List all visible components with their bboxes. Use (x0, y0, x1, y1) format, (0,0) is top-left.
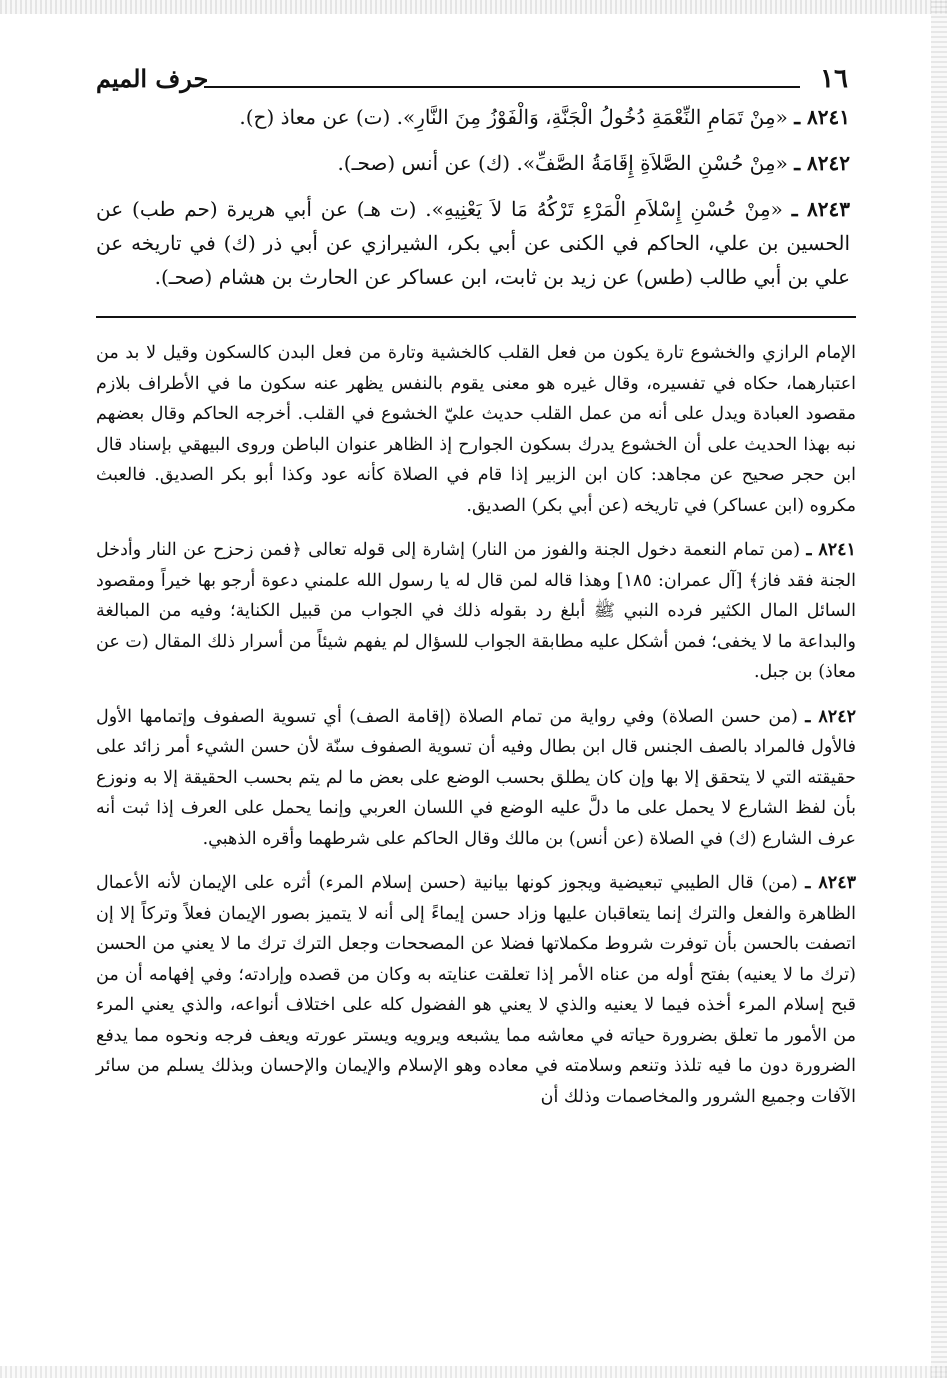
commentary-8242 (96, 702, 856, 855)
commentary-8241 (96, 535, 856, 688)
hadith-8241 (96, 100, 850, 134)
commentary-text: (من) قال الطيبي تبعيضية ويجوز كونها بيانية (حسن إسلام المرء) أثره على الإيمان لأنه الأعمال الظاهرة والفعل والترك إنما يتعاقبان عليها وزاد حسن إيماءً إلى أنه لا يتميز بصور الإيمان فعلاً وتركاً إلا إن اتصفت بالحسن بأن توفرت شروط مكملاتها فضلا عن المصححات وجعل الترك ترك ما لا يعني من الحسن (ترك ما لا يعنيه) بفتح أوله من عناه الأمر إذا تعلقت عنايته به وكان من قصده وإرادته؛ وفي إفهامه أن من قبح إسلام المرء أخذه فيما لا يعنيه والذي لا يعني هو الفضول كله على اختلاف أنواعه، والذي يعني المرء من الأمور ما تعلق بضرورة حياته في معاشه مما يشبعه ويرويه ويستر عورته ويعف فرجه ونحوه مما يدفع الضرورة دون ما فيه تلذذ وتنعم وسلامته في معاده وهو الإسلام والإيمان والإحسان وبذلك يسلم من سائر الآفات وجميع الشرور والمخاصمات وذلك أن (96, 873, 856, 1107)
hadith-text: «مِنْ تَمَامِ النِّعْمَةِ دُخُولُ الْجَنَّةِ، وَالْفَوْزُ مِنَ النَّارِ». (ت) عن معاذ (ح). (239, 105, 788, 129)
commentary-continuation (96, 338, 856, 521)
page-number: ١٦ (820, 64, 848, 94)
page-header (96, 56, 856, 100)
commentary-number: ٨٢٤٣ ـ (805, 873, 856, 893)
commentary-number: ٨٢٤٢ ـ (805, 706, 856, 727)
commentary-text: (من تمام النعمة دخول الجنة والفوز من النار) إشارة إلى قوله تعالى ﴿فمن زحزح عن النار وأدخل الجنة فقد فاز﴾ [آل عمران: ١٨٥] وهذا قاله لمن قال له يا رسول الله علمني دعوة أرجو بها خيراً ومقصود السائل المال الكثير فرده النبي ﷺ أبلغ رد بقوله ذلك في الجواب من قبيل الكناية؛ وفيه من المبالغة والبداعة ما لا يخفى؛ فمن أشكل عليه مطابقة الجواب للسؤال لم يفهم شيئاً من أسرار ذلك المقال (ت عن معاذ) بن جبل. (96, 540, 856, 682)
hadith-narrators: عن الحسين بن علي، الحاكم في الكنى عن أبي بكر، الشيرازي عن أبي ذر (ك) في تاريخه عن علي بن أبي طالب (طس) عن زيد بن ثابت، ابن عساكر عن الحارث بن هشام (صحـ). (96, 197, 850, 289)
header-rule (204, 86, 800, 88)
running-title: حرف الميم (96, 64, 209, 93)
hadith-text: «مِنْ حُسْنِ الصَّلاَةِ إِقَامَةُ الصَّفِّ». (ك) عن أنس (صحـ). (337, 151, 788, 175)
commentary (96, 338, 856, 1112)
hadith-list (96, 100, 856, 294)
scan-edge-top (0, 0, 947, 14)
scan-edge-bottom (0, 1366, 947, 1378)
scan-edge-right (931, 0, 947, 1378)
hadith-number: ٨٢٤٢ ـ (794, 151, 850, 175)
hadith-text: «مِنْ حُسْنِ إِسْلاَمِ الْمَرْءِ تَرْكُهُ مَا لاَ يَعْنِيهِ». (ت هـ) عن أبي هريرة (حم طب) (132, 197, 783, 221)
hadith-number: ٨٢٤٣ ـ (791, 197, 851, 221)
commentary-text: الإمام الرازي والخشوع تارة يكون من فعل القلب كالخشية وتارة من فعل البدن كالسكون وقيل لا بد من اعتبارهما، حكاه في تفسيره، وقال غيره هو معنى يقوم بالنفس يظهر عنه سكون ما في الأطراف بلازم مقصود العبادة ويدل على أنه من عمل القلب حديث عليّ الخشوع في القلب. أخرجه الحاكم وقال بعضهم نبه بهذا الحديث على أن الخشوع يدرك بسكون الجوارح إذ الظاهر عنوان الباطن وروى البيهقي بإسناد قال ابن حجر صحيح عن مجاهد: كان ابن الزبير إذا قام في الصلاة كأنه عود وكذا أبو بكر الصديق. فالعبث مكروه (ابن عساكر) في تاريخه (عن أبي بكر) الصديق. (96, 343, 856, 516)
hadith-number: ٨٢٤١ ـ (794, 105, 850, 129)
hadith-8242 (96, 146, 850, 180)
commentary-text: (من حسن الصلاة) وفي رواية من تمام الصلاة (إقامة الصف) أي تسوية الصفوف وإتمامها الأول فالأول فالمراد بالصف الجنس قال ابن بطال وفيه أن تسوية الصفوف سنّة لأن حسن الشيء أمر زائد على حقيقته التي لا يتحقق إلا بها وإن كان يطلق بحسب الوضع على بعض ما لم يتم بحسب الحقيقة إلا به ونوزع بأن لفظ الشارع لا يحمل على ما دلَّ عليه الوضع في اللسان العربي وإنما يحمل على العرف إذا ثبت أنه عرف الشارع (ك) في الصلاة (عن أنس) بن مالك وقال الحاكم على شرطهما وأقره الذهبي. (96, 706, 856, 849)
commentary-separator (96, 316, 856, 318)
book-page (96, 56, 856, 1126)
hadith-8243 (96, 192, 850, 294)
commentary-8243 (96, 868, 856, 1112)
commentary-number: ٨٢٤١ ـ (806, 540, 856, 560)
